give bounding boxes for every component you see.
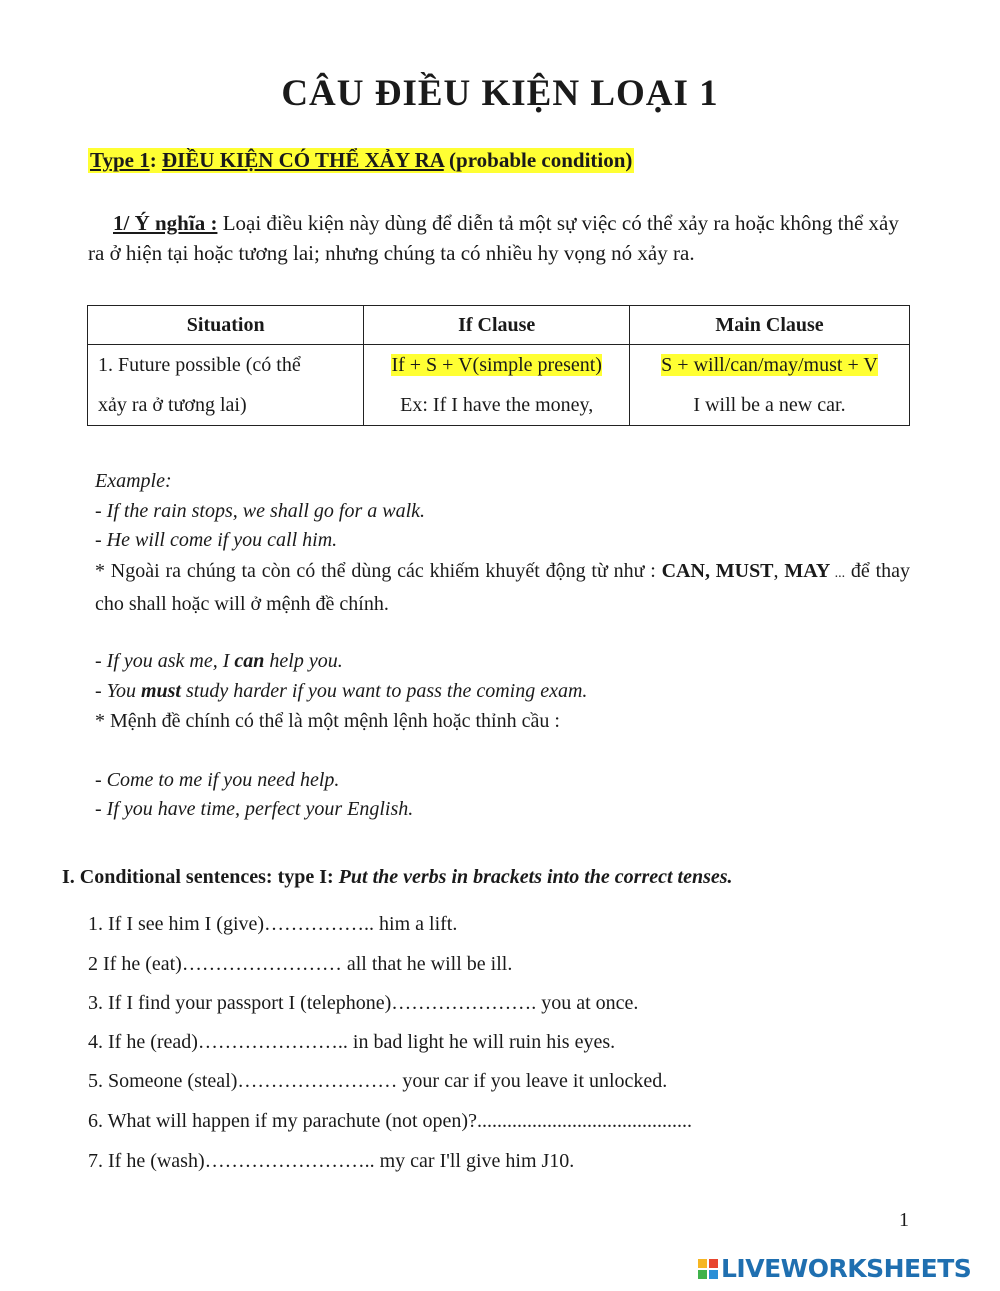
header-situation: Situation [88, 306, 364, 345]
meaning-paragraph [88, 208, 913, 268]
if-clause-cell [364, 345, 630, 426]
example-line: - Come to me if you need help. [95, 769, 340, 791]
main-clause-cell [630, 345, 910, 426]
example-line: - You must study harder if you want to pass the coming exam. [95, 680, 588, 702]
example-heading: Example: [95, 470, 172, 492]
meaning-label: 1/ Ý nghĩa : [113, 211, 218, 235]
exercise-item: 6. What will happen if my parachute (not open)?........................................... [88, 1110, 692, 1132]
situation-line1: 1. Future possible (có thể [98, 354, 301, 376]
table-header-row [88, 306, 910, 345]
header-main-clause: Main Clause [630, 306, 910, 345]
exercise-item: 5. Someone (steal)…………………… your car if you leave it unlocked. [88, 1070, 668, 1092]
header-if-clause: If Clause [364, 306, 630, 345]
meaning-text: Loại điều kiện này dùng để diễn tả một sự việc có thể xảy ra hoặc không thể xảy ra ở hiện tại hoặc tương lai; nhưng chúng ta có nhiều hy vọng nó xảy ra. [88, 211, 899, 265]
if-example: Ex: If I have the money, [400, 394, 594, 416]
example-line: - If the rain stops, we shall go for a walk. [95, 500, 425, 522]
modals-can-must: CAN, MUST [661, 560, 774, 582]
type1-label: Type 1 [90, 148, 150, 172]
condition-table [87, 305, 910, 426]
example-line: - He will come if you call him. [95, 529, 338, 551]
situation-line2: xảy ra ở tương lai) [98, 394, 247, 416]
example-line: - If you have time, perfect your English. [95, 798, 414, 820]
modal-may: MAY [784, 560, 831, 582]
imperative-note: * Mệnh đề chính có thể là một mệnh lệnh hoặc thỉnh cầu : [95, 710, 560, 732]
liveworksheets-logo[interactable] [698, 1254, 971, 1283]
exercise-heading: I. Conditional sentences: type I: Put the verbs in brackets into the correct tenses. [62, 866, 733, 888]
example-line: - If you ask me, I can help you. [95, 650, 343, 672]
type1-heading: Type 1: ĐIỀU KIỆN CÓ THỂ XẢY RA (probable condition) [90, 148, 633, 172]
exercise-item: 7. If he (wash)…………………….. my car I'll give him J10. [88, 1150, 575, 1172]
if-formula: If + S + V(simple present) [391, 354, 602, 376]
page-number: 1 [899, 1209, 909, 1231]
exercise-item: 1. If I see him I (give)…………….. him a lift. [88, 913, 458, 935]
main-example: I will be a new car. [693, 394, 846, 416]
exercise-item: 3. If I find your passport I (telephone)…………………. you at once. [88, 992, 639, 1014]
page-title: CÂU ĐIỀU KIỆN LOẠI 1 [281, 73, 719, 114]
type1-heading-en: probable condition [456, 148, 626, 172]
logo-text: LIVEWORKSHEETS [721, 1254, 972, 1283]
modal-note: * Ngoài ra chúng ta còn có thể dùng các khiếm khuyết động từ như : CAN, MUST, MAY ... để thay cho shall hoặc will ở mệnh đề chính. [95, 560, 911, 615]
exercise-item: 4. If he (read)………………….. in bad light he will ruin his eyes. [88, 1031, 616, 1053]
situation-cell [88, 345, 364, 426]
type1-heading-vi: ĐIỀU KIỆN CÓ THỂ XẢY RA [161, 148, 444, 172]
logo-squares-icon [698, 1259, 718, 1279]
table-row [88, 345, 910, 426]
exercise-item: 2 If he (eat)…………………… all that he will be ill. [88, 953, 513, 975]
main-formula: S + will/can/may/must + V [661, 354, 878, 376]
